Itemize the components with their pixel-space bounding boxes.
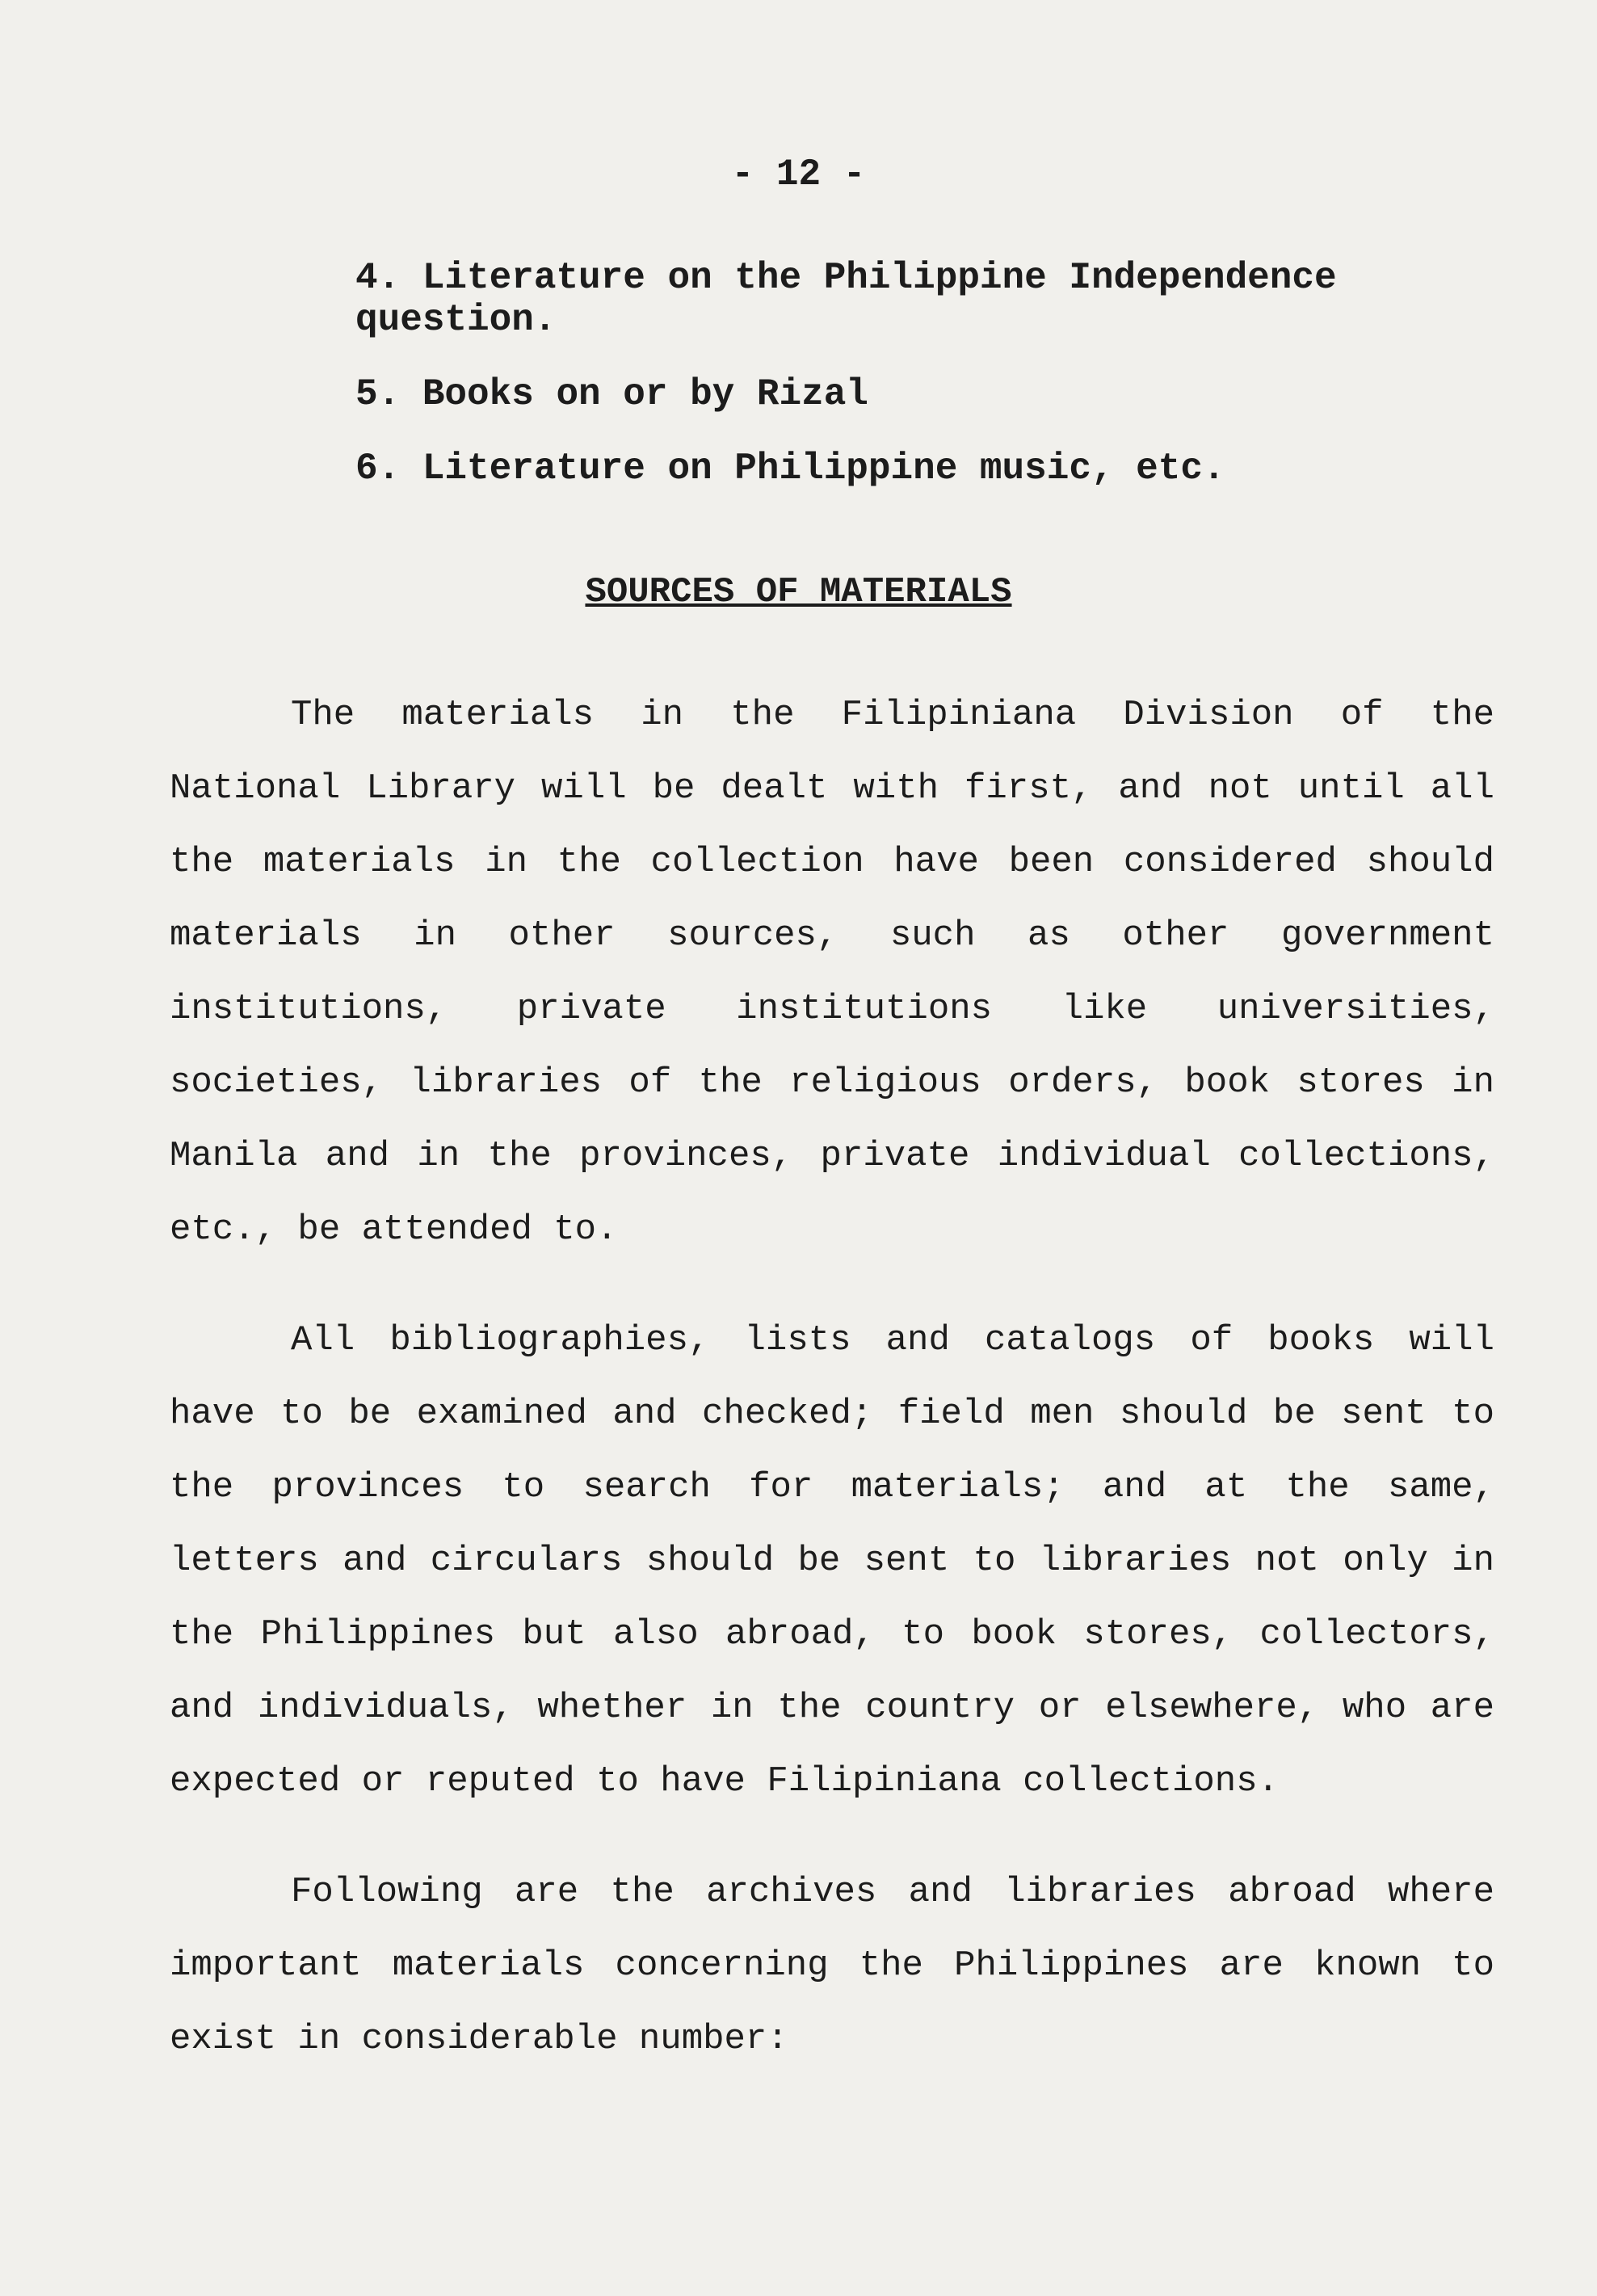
page-number: - 12 - [731,153,866,196]
list-item: 4. Literature on the Philippine Independence question. [355,257,1337,341]
section-heading: SOURCES OF MATERIALS [585,572,1012,612]
paragraph: All bibliographies, lists and catalogs of books will have to be examined and checked; field men should be sent to the provinces to search for materials; and at the same, letters and circulars should be sent to libraries not only in the Philippines but also abroad, to book stores, collectors, and individuals, whether in the country or elsewhere, who are expected or reputed to have Filipiniana collections. [170,1320,1494,1802]
list-item: 5. Books on or by Rizal [355,373,868,415]
paragraph: Following are the archives and libraries abroad where important materials concerning the Philippines are known to exist in considerable number: [170,1872,1494,2059]
paragraph: The materials in the Filipiniana Division of the National Library will be dealt with first, and not until all the materials in the collection have been considered should materials in other sources, such as other government institutions, private institutions like universities, societies, libraries of the religious orders, book stores in Manila and in the provinces, private individual collections, etc., be attended to. [170,695,1494,1250]
list-item: 6. Literature on Philippine music, etc. [355,448,1225,490]
body-text [170,679,1494,2113]
topic-list [355,257,1422,522]
